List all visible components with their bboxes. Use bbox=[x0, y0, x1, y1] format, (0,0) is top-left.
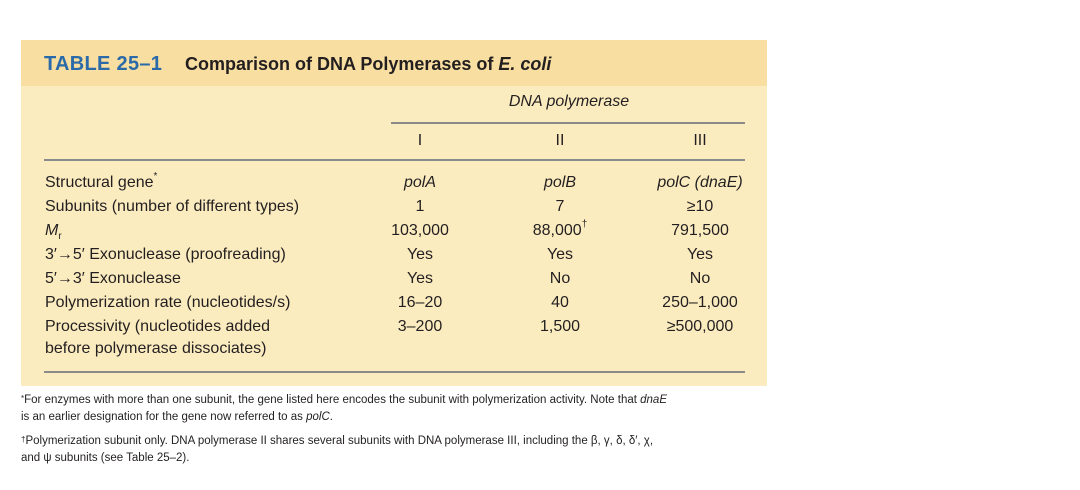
table-cell bbox=[495, 219, 625, 240]
table-cell: 7 bbox=[555, 198, 565, 215]
row-label-subunits: Subunits (number of different types) bbox=[45, 198, 300, 215]
footnote-text: and ψ subunits (see Table 25–2). bbox=[21, 452, 190, 464]
row-label-text: Structural gene bbox=[45, 174, 154, 191]
group-rule bbox=[391, 122, 745, 124]
column-header-2: II bbox=[555, 132, 565, 149]
row-label-exonuclease-3-5: 3′→5′ Exonuclease (proofreading) bbox=[45, 246, 286, 263]
table-cell: 16–20 bbox=[397, 294, 443, 311]
footnote-mark: * bbox=[153, 171, 158, 182]
table-title bbox=[185, 54, 551, 75]
row-label-mr-sub: r bbox=[58, 231, 62, 243]
table-cell bbox=[495, 174, 625, 192]
footnote-gene: dnaE bbox=[640, 394, 667, 406]
row-label-mr-main: M bbox=[45, 222, 59, 239]
table-cell: Yes bbox=[406, 246, 434, 263]
row-label-processivity-cont: before polymerase dissociates) bbox=[45, 340, 267, 357]
table-cell: No bbox=[689, 270, 711, 287]
table-number: TABLE 25–1 bbox=[44, 53, 163, 75]
gene-name: polB bbox=[543, 174, 577, 191]
table-cell: 1,500 bbox=[539, 318, 581, 335]
table-cell: 40 bbox=[551, 294, 569, 311]
table-cell: 103,000 bbox=[391, 222, 449, 239]
footnote-text: For enzymes with more than one subunit, the gene listed here encodes the subunit with polymerization activity. Note that bbox=[24, 394, 641, 406]
footnote-mark: † bbox=[21, 435, 26, 444]
gene-name: polC (dnaE) bbox=[657, 174, 743, 191]
table-cell: No bbox=[549, 270, 571, 287]
table-title-organism: E. coli bbox=[498, 54, 552, 74]
table-cell: ≥500,000 bbox=[666, 318, 734, 335]
footnote-1 bbox=[21, 392, 721, 426]
table-cell: 3–200 bbox=[397, 318, 443, 335]
table-cell: 791,500 bbox=[671, 222, 729, 239]
footnote-mark: † bbox=[581, 219, 588, 230]
table-cell: Yes bbox=[546, 246, 574, 263]
footnote-gene: polC bbox=[306, 411, 330, 423]
footnote-text: Polymerization subunit only. DNA polymerase II shares several subunits with DNA polymerase III, including the β, γ, δ, δ′, χ, bbox=[25, 435, 654, 447]
column-header-3: III bbox=[693, 132, 707, 149]
table-cell bbox=[635, 174, 765, 192]
footnote-2 bbox=[21, 433, 721, 467]
row-label-polymerization-rate: Polymerization rate (nucleotides/s) bbox=[45, 294, 291, 311]
gene-name: polA bbox=[403, 174, 437, 191]
table-cell: ≥10 bbox=[686, 198, 714, 215]
bottom-rule bbox=[44, 371, 745, 373]
footnote-text: . bbox=[329, 411, 333, 423]
table-header bbox=[21, 40, 767, 86]
cell-value: 88,000 bbox=[532, 222, 582, 239]
row-label-mr bbox=[45, 222, 62, 242]
table-panel bbox=[21, 40, 767, 386]
column-group-header: DNA polymerase bbox=[508, 93, 630, 110]
table-cell bbox=[355, 174, 485, 192]
table-cell: Yes bbox=[406, 270, 434, 287]
table-cell: Yes bbox=[686, 246, 714, 263]
table-cell: 250–1,000 bbox=[662, 294, 738, 311]
row-label-structural-gene bbox=[45, 171, 158, 192]
row-label-exonuclease-5-3: 5′→3′ Exonuclease bbox=[45, 270, 181, 287]
header-rule bbox=[44, 159, 745, 161]
row-label-processivity: Processivity (nucleotides added bbox=[45, 318, 271, 335]
column-header-1: I bbox=[417, 132, 423, 149]
table-cell: 1 bbox=[415, 198, 425, 215]
table-title-text: Comparison of DNA Polymerases of bbox=[185, 54, 499, 74]
footnote-mark: * bbox=[21, 394, 25, 403]
footnote-text: is an earlier designation for the gene now referred to as bbox=[21, 411, 307, 423]
